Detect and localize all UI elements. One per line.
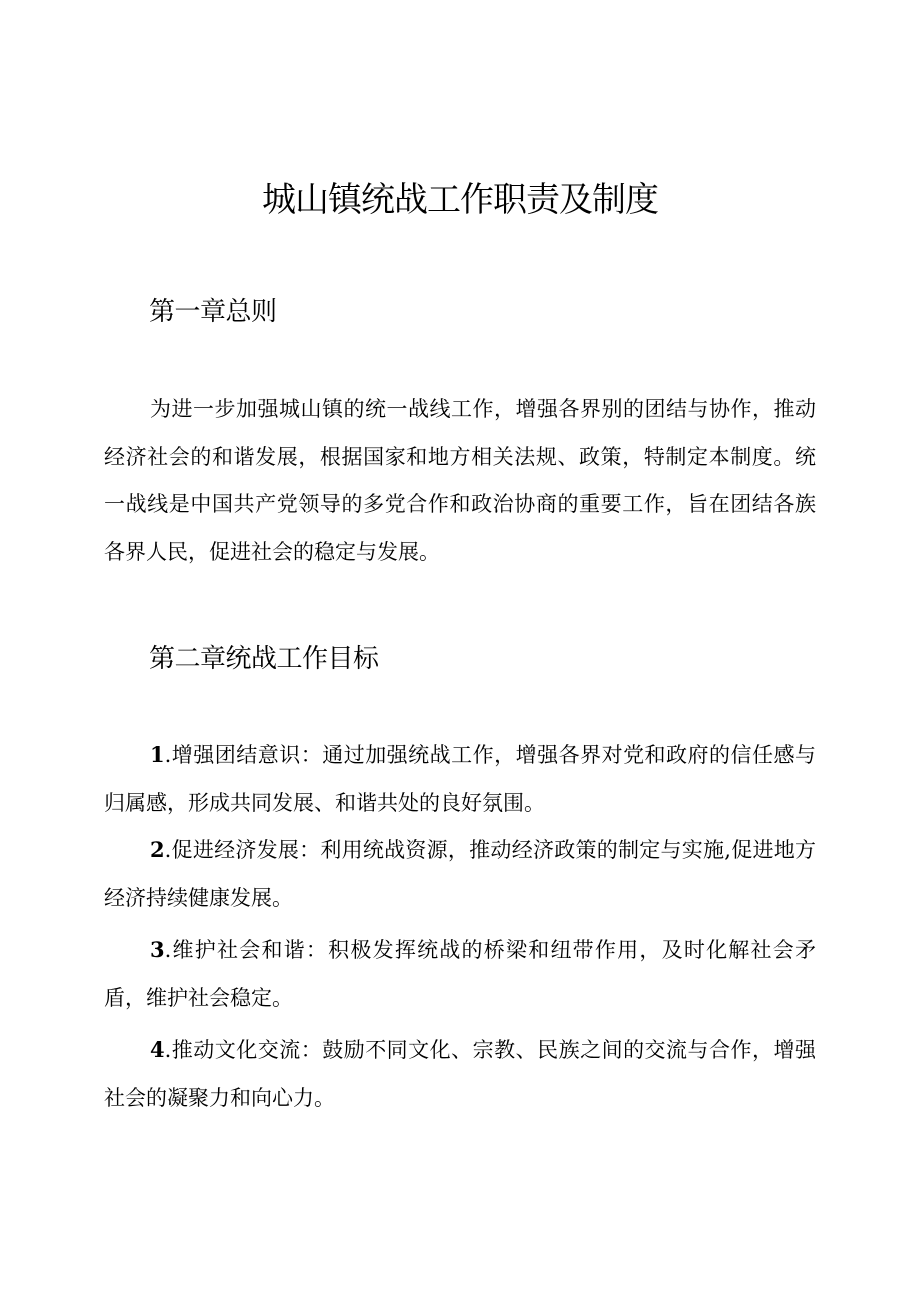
goal-item-text: .增强团结意识：通过加强统战工作，增强各界对党和政府的信任感与归属感，形成共同发展、和谐共处的良好氛围。 (104, 743, 816, 815)
goal-item-1 (104, 731, 816, 827)
goal-item-text: .促进经济发展：利用统战资源，推动经济政策的制定与实施,促进地方经济持续健康发展。 (104, 838, 816, 910)
chapter-2-heading: 第二章统战工作目标 (149, 644, 379, 674)
goal-item-number: 1 (150, 742, 165, 767)
goal-item-number: 3 (150, 937, 165, 962)
goal-item-text: .推动文化交流：鼓励不同文化、宗教、民族之间的交流与合作，增强社会的凝聚力和向心力。 (104, 1038, 816, 1110)
goal-item-number: 2 (150, 837, 165, 862)
goal-item-2 (104, 826, 816, 922)
goal-item-text: .维护社会和谐：积极发挥统战的桥梁和纽带作用，及时化解社会矛盾，维护社会稳定。 (104, 938, 816, 1010)
goal-item-3 (104, 926, 816, 1022)
goal-item-4 (104, 1026, 816, 1122)
chapter-1-paragraph: 为进一步加强城山镇的统一战线工作，增强各界别的团结与协作，推动经济社会的和谐发展，根据国家和地方相关法规、政策，特制定本制度。统一战线是中国共产党领导的多党合作和政治协商的重要工作，旨在团结各族各界人民，促进社会的稳定与发展。 (104, 397, 816, 564)
document-title: 城山镇统战工作职责及制度 (262, 180, 658, 220)
chapter-1-heading: 第一章总则 (149, 297, 277, 327)
goal-item-number: 4 (150, 1037, 165, 1062)
